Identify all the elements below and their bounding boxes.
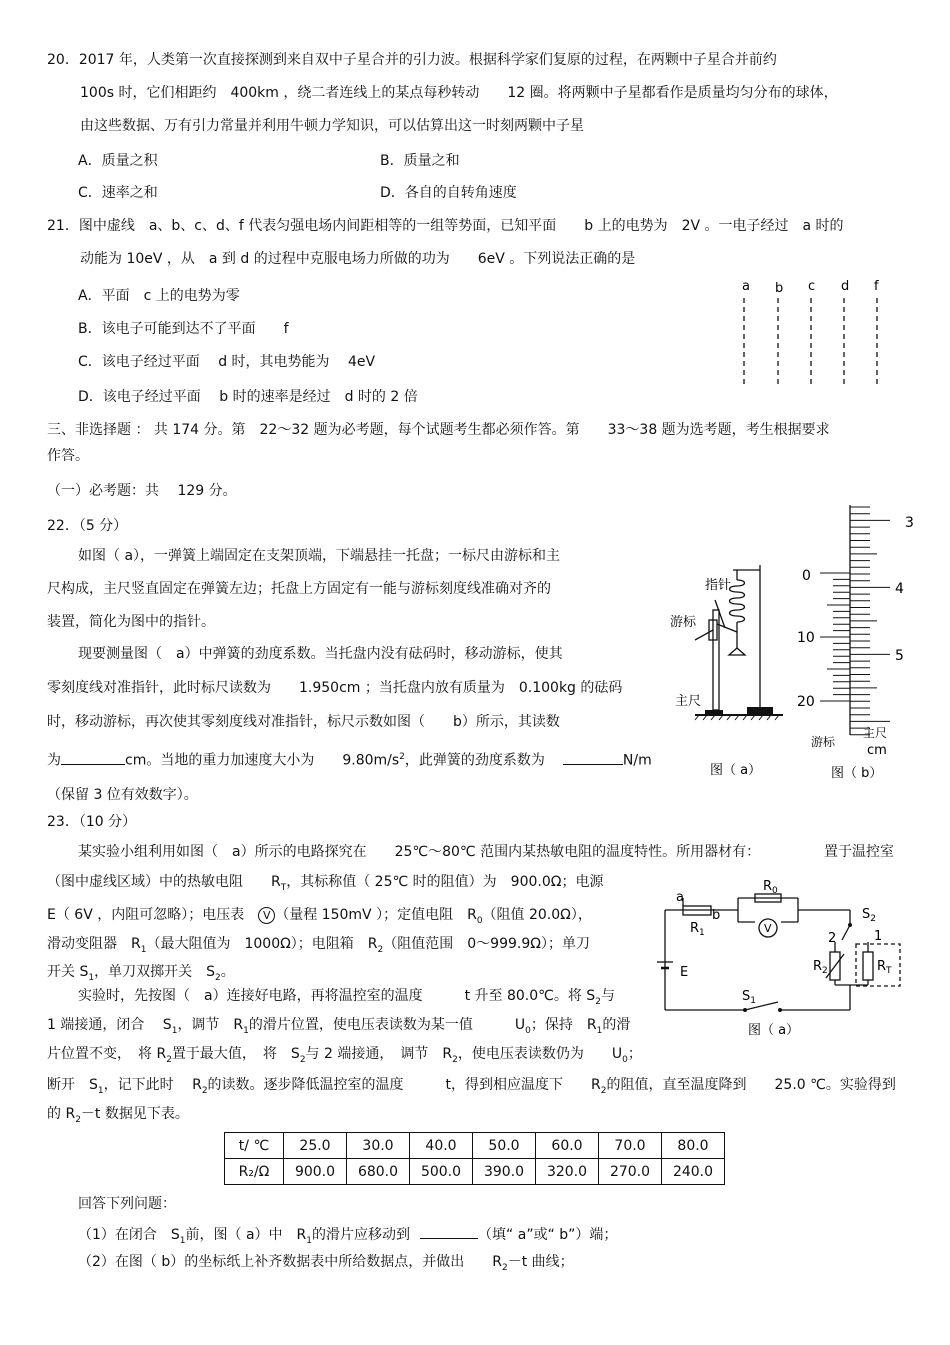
label-main-scale-b: 主尺 (863, 726, 888, 740)
plane-label-d: d (841, 279, 850, 294)
q23-para-7: 1 端接通，闭合 $S_1$，调节 $R_1$的滑片位置，使电压表读数为某一值 $U_0$；保持 $R_1$的滑 (47, 1017, 631, 1036)
q20-option-d: D．各自的自转角速度 (380, 185, 517, 201)
table-cell: 30.0 (347, 1133, 410, 1159)
label-pointer: 指针 (705, 578, 732, 593)
table-cell: 390.0 (473, 1159, 536, 1185)
q22-para-6: 时，移动游标，再次使其零刻度线对准指针，标尺示数如图（ b）所示，其读数 (47, 714, 560, 730)
q21-option-d: D．该电子经过平面 b 时的速率是经过 d 时的 2 倍 (78, 389, 418, 405)
q23-para-8: 片位置不变， 将 $R_2$置于最大值， 将 $S_2$与 2 端接通， 调节 $R_2$，使电压表读数仍为 $U_0$； (47, 1046, 642, 1065)
label-e: E (680, 965, 689, 980)
switch-s2-blade (842, 925, 850, 940)
table-cell: 70.0 (599, 1133, 662, 1159)
q22-para-2: 尺构成，主尺竖直固定在弹簧左边；托盘上方固定有一能与游标刻度线准确对齐的 (47, 581, 551, 597)
table-cell: 320.0 (536, 1159, 599, 1185)
label-s2: $S_2$ (862, 907, 876, 924)
table-cell: 680.0 (347, 1159, 410, 1185)
table-row-resistance (225, 1159, 725, 1185)
voltmeter-symbol: V (258, 907, 275, 924)
plane-label-b: b (775, 281, 784, 296)
section3-line1: 三、非选择题 ： 共 174 分。第 22～32 题为必考题，每个试题考生都必须作答。第 33～38 题为选考题，考生根据要求 (47, 422, 830, 438)
q23-para-1-end: 置于温控室 (824, 844, 894, 860)
q20-option-a: A．质量之积 (78, 153, 158, 169)
q22-para-3: 装置，简化为图中的指针。 (47, 614, 215, 630)
q22-p7-exponent: 2 (399, 752, 405, 762)
plane-label-c: c (808, 279, 816, 294)
q21-option-a: A．平面 c 上的电势为零 (78, 288, 240, 304)
q21-stem-line1: 21．图中虚线 a、b、c、d、f 代表匀强电场内间距相等的一组等势面，已知平面 b 上的电势为 2V 。一电子经过 a 时的 (47, 218, 844, 234)
label-rt: $R_T$ (877, 959, 892, 976)
q23-answer-2: （2）在图（ b）的坐标纸上补齐数据表中所给数据点，并做出 $R_2-t$ 曲线； (78, 1254, 574, 1273)
q23-answer-1: （1）在闭合 $S_1$前，图（ a）中 $R_1$的滑片应移动到 （填“ a”或“ b”）端； (78, 1224, 617, 1250)
label-terminal-2: 2 (828, 931, 837, 946)
table-header-r2: R₂/Ω (225, 1159, 284, 1185)
label-a: a (676, 890, 684, 905)
plane-label-a: a (742, 279, 750, 294)
q20-option-c: C．速率之和 (78, 185, 158, 201)
table-cell: 80.0 (662, 1133, 725, 1159)
tray (729, 648, 745, 655)
r2-temperature-table (224, 1132, 725, 1185)
q23-answer-1-blank[interactable] (420, 1224, 478, 1239)
section3-required: （一）必考题：共 129 分。 (47, 483, 237, 499)
fig-b-caption: 图（ b） (831, 766, 883, 781)
q22-p7-gravity: cm。当地的重力加速度大小为 9.80m/s (125, 752, 400, 769)
label-b: b (712, 908, 721, 923)
label-r0: $R_0$ (763, 879, 778, 896)
q23-para-3: E（ 6V ，内阻可忽略）；电压表 V （量程 150mV ）；定值电阻 $R_0$（阻值 20.0Ω）， (47, 907, 592, 926)
q22-p7-stiffness: ，此弹簧的劲度系数为 (404, 752, 545, 769)
circuit-diagram-figure (650, 870, 915, 1040)
q20-stem-line2: 100s 时，它们相距约 400km ，绕二者连线上的某点每秒转动 12 圈。将两颗中子星都看作是质量均匀分布的球体， (80, 85, 838, 101)
q23-para-9: 断开 $S_1$，记下此时 $R_2$的读数。逐步降低温控室的温度 t，得到相应温度下 $R_2$的阻值，直至温度降到 25.0 ℃。实验得到 (47, 1077, 896, 1096)
q22-para-8: （保留 3 位有效数字）。 (47, 787, 198, 803)
q22-stiffness-blank[interactable] (563, 750, 623, 765)
vernier-tick-label-10: 10 (797, 630, 815, 646)
q22-para-1: 如图（ a），一弹簧上端固定在支架顶端，下端悬挂一托盘；一标尺由游标和主 (78, 548, 561, 564)
plane-label-f: f (874, 279, 879, 294)
spring-coil (730, 580, 745, 622)
q23-para-6: 实验时，先按图（ a）连接好电路，再将温控室的温度 t 升至 80.0℃。将 $S_2$与 (78, 988, 615, 1007)
main-tick-label-3: 3 (905, 515, 914, 531)
table-cell: 500.0 (410, 1159, 473, 1185)
label-s1: $S_1$ (742, 989, 756, 1006)
vernier-tick-label-20: 20 (797, 694, 815, 710)
fig-a-caption: 图（ a） (710, 763, 762, 778)
q23-heading: 23．（10 分） (47, 814, 137, 830)
vernier-tick-label-0: 0 (802, 568, 811, 584)
q23-para-2: （图中虚线区域）中的热敏电阻 $R_T$，其标称值（ 25℃ 时的阻值）为 900.0Ω；电源 (47, 874, 604, 893)
q22-heading: 22．（5 分） (47, 518, 128, 534)
label-terminal-1: 1 (874, 929, 883, 944)
table-header-t: t/ ℃ (225, 1133, 284, 1159)
label-vernier: 游标 (670, 615, 697, 630)
table-cell: 900.0 (284, 1159, 347, 1185)
table-cell: 270.0 (599, 1159, 662, 1185)
q23-para-1: 某实验小组利用如图（ a）所示的电路探究在 25℃～80℃ 范围内某热敏电阻的温度特性。所用器材有： (78, 844, 761, 860)
table-cell: 240.0 (662, 1159, 725, 1185)
q23-para-4: 滑动变阻器 $R_1$（最大阻值为 1000Ω）；电阻箱 $R_2$（阻值范围 0～999.9Ω）；单刀 (47, 936, 590, 955)
q23-para-10: 的 $R_2-t$ 数据见下表。 (47, 1106, 189, 1125)
label-voltmeter: V (764, 922, 772, 935)
label-r1: $R_1$ (690, 921, 705, 938)
equipotential-planes-figure (730, 275, 900, 390)
q20-stem-line1: 20．2017 年，人类第一次直接探测到来自双中子星合并的引力波。根据科学家们复原的过程，在两颗中子星合并前约 (47, 52, 777, 68)
q23-para-5: 开关 $S_1$，单刀双掷开关 $S_2$。 (47, 964, 235, 983)
q20-option-b: B．质量之和 (380, 153, 460, 169)
pointer-needle (717, 624, 737, 632)
q21-option-b: B．该电子可能到达不了平面 f (78, 321, 289, 337)
main-tick-label-4: 4 (895, 581, 904, 597)
vernier-scale-figure (795, 505, 915, 780)
q23-answer-heading: 回答下列问题： (78, 1196, 176, 1212)
q20-stem-line3: 由这些数据、万有引力常量并利用牛顿力学知识，可以估算出这一时刻两颗中子星 (80, 118, 584, 134)
table-cell: 40.0 (410, 1133, 473, 1159)
spring-apparatus-figure (665, 560, 785, 780)
q22-p7-unit: N/m (622, 752, 652, 769)
label-unit-cm: cm (867, 743, 887, 758)
label-r2: $R_2$ (813, 959, 828, 976)
label-vernier-b: 游标 (811, 735, 836, 749)
section3-line2: 作答。 (47, 448, 89, 464)
thermistor-rt (863, 952, 873, 980)
q22-p7-prefix: 为 (47, 752, 61, 769)
label-main-scale: 主尺 (675, 694, 702, 709)
q22-para-5: 零刻度线对准指针，此时标尺读数为 1.950cm ；当托盘内放有质量为 0.100kg 的砝码 (47, 680, 623, 696)
table-cell: 50.0 (473, 1133, 536, 1159)
circuit-caption: 图（ a） (748, 1023, 800, 1038)
table-row-temperature (225, 1133, 725, 1159)
q22-reading-blank[interactable] (61, 750, 125, 765)
stand-base (747, 707, 773, 715)
q22-para-7 (47, 748, 652, 770)
q21-stem-line2: 动能为 10eV ，从 a 到 d 的过程中克服电场力所做的功为 6eV 。下列说法正确的是 (80, 251, 636, 267)
table-cell: 60.0 (536, 1133, 599, 1159)
q22-para-4: 现要测量图（ a）中弹簧的劲度系数。当托盘内没有砝码时，移动游标，使其 (78, 646, 563, 662)
main-tick-label-5: 5 (895, 648, 904, 664)
q21-option-c: C．该电子经过平面 d 时，其电势能为 4eV (78, 354, 376, 370)
table-cell: 25.0 (284, 1133, 347, 1159)
